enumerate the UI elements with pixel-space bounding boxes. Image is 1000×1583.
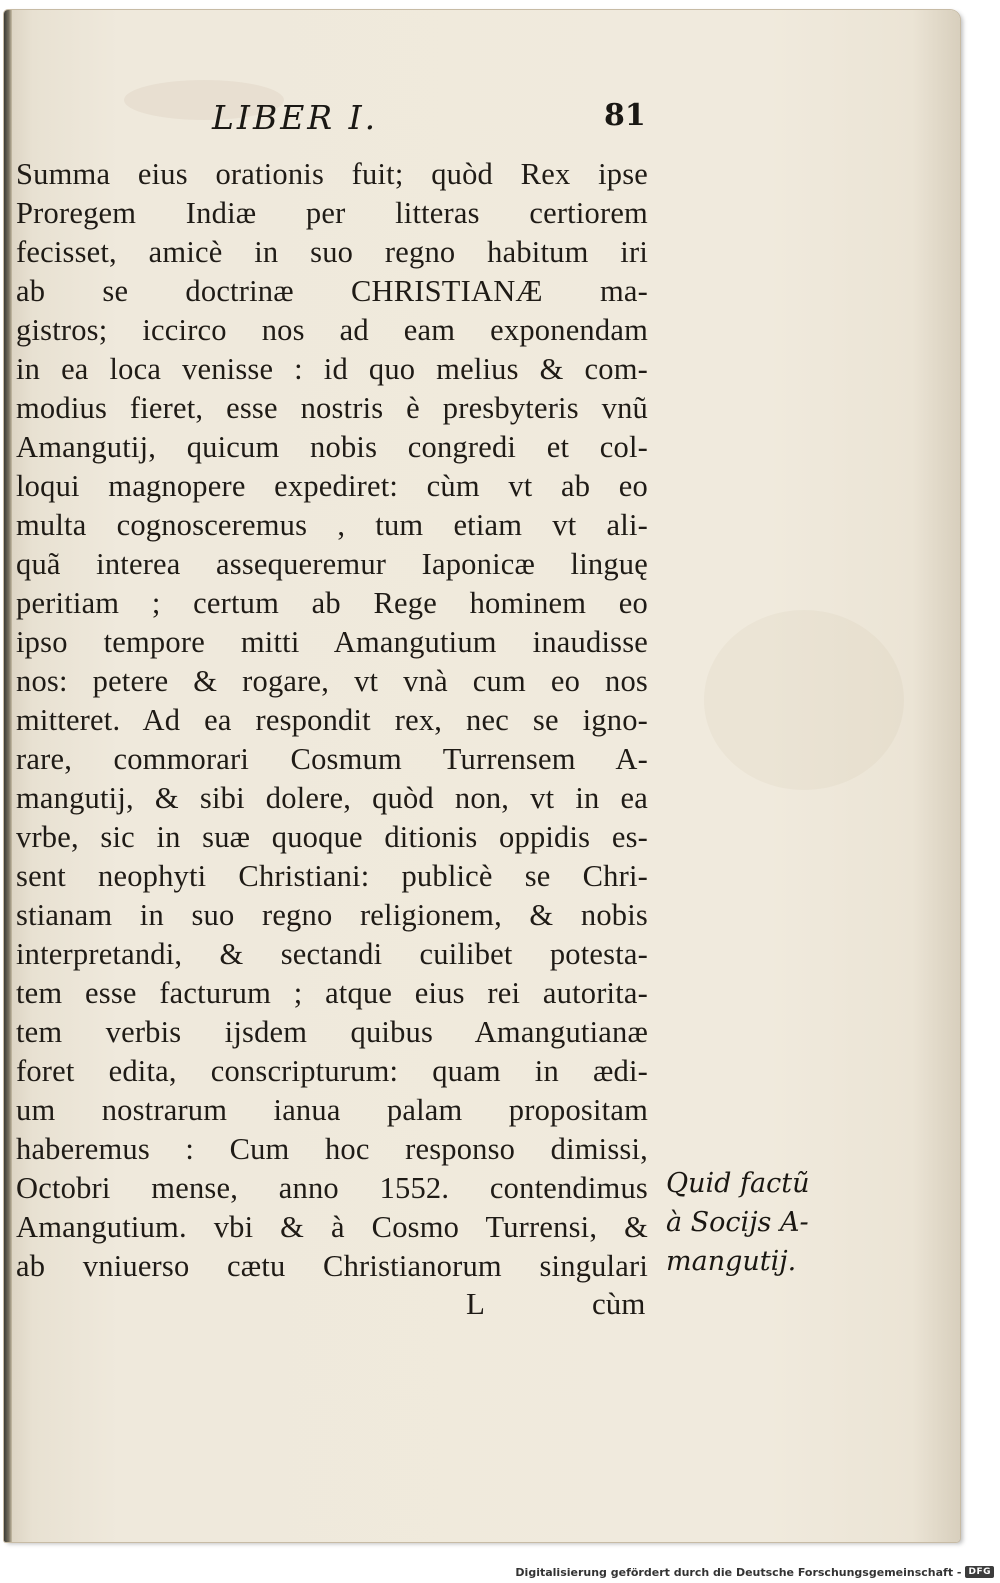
digitization-credit	[515, 1563, 994, 1581]
text-line: stianam in suo regno religionem, & nobis	[16, 898, 648, 932]
text-line: sent neophyti Christiani: publicè se Chri-	[16, 859, 648, 893]
text-line: foret edita, conscripturum: quam in ædi-	[16, 1054, 648, 1088]
marginal-note-line: mangutij.	[666, 1246, 797, 1277]
text-line: nos: petere & rogare, vt vnà cum eo nos	[16, 664, 648, 698]
text-line: in ea loca venisse : id quo melius & com-	[16, 352, 648, 386]
text-line: multa cognosceremus , tum etiam vt ali-	[16, 508, 648, 542]
text-line: peritiam ; certum ab Rege hominem eo	[16, 586, 648, 620]
text-line: Amangutium. vbi & à Cosmo Turrensi, &	[16, 1210, 648, 1244]
marginal-note-line: Quid factũ	[666, 1168, 810, 1199]
text-line: loqui magnopere expediret: cùm vt ab eo	[16, 469, 648, 503]
book-spine	[4, 10, 12, 1542]
paper-stain	[704, 610, 904, 790]
text-line: interpretandi, & sectandi cuilibet potesta-	[16, 937, 648, 971]
text-line: um nostrarum ianua palam propositam	[16, 1093, 648, 1127]
text-line: ipso tempore mitti Amangutium inaudisse	[16, 625, 648, 659]
text-line: fecisset, amicè in suo regno habitum iri	[16, 235, 648, 269]
running-head-title: LIBER I.	[212, 98, 379, 137]
text-line: rare, commorari Cosmum Turrensem A-	[16, 742, 648, 776]
text-line: tem esse facturum ; atque eius rei autorita-	[16, 976, 648, 1010]
text-line: gistros; iccirco nos ad eam exponendam	[16, 313, 648, 347]
text-line: modius fieret, esse nostris è presbyteris vnũ	[16, 391, 648, 425]
text-line: tem verbis ijsdem quibus Amangutianæ	[16, 1015, 648, 1049]
text-line: mangutij, & sibi dolere, quòd non, vt in ea	[16, 781, 648, 815]
credit-text: Digitalisierung gefördert durch die Deutsche Forschungsgemeinschaft -	[515, 1565, 962, 1579]
text-line: ab vniuerso cætu Christianorum singulari	[16, 1249, 648, 1283]
text-line: Octobri mense, anno 1552. contendimus	[16, 1171, 648, 1205]
text-line: ab se doctrinæ CHRISTIANÆ ma-	[16, 274, 648, 308]
signature-mark: L	[466, 1286, 485, 1321]
text-line: haberemus : Cum hoc responso dimissi,	[16, 1132, 648, 1166]
catchword: cùm	[592, 1286, 646, 1321]
text-line: Summa eius orationis fuit; quòd Rex ipse	[16, 157, 648, 191]
text-line: Amangutij, quicum nobis congredi et col-	[16, 430, 648, 464]
text-line: mitteret. Ad ea respondit rex, nec se igno-	[16, 703, 648, 737]
text-line: quã interea assequeremur Iaponicæ linguę	[16, 547, 648, 581]
dfg-logo: DFG	[965, 1566, 994, 1578]
text-line: vrbe, sic in suæ quoque ditionis oppidis es-	[16, 820, 648, 854]
marginal-note-line: à Socijs A-	[666, 1207, 809, 1238]
page-number: 81	[604, 98, 646, 133]
text-line: Proregem Indiæ per litteras certiorem	[16, 196, 648, 230]
